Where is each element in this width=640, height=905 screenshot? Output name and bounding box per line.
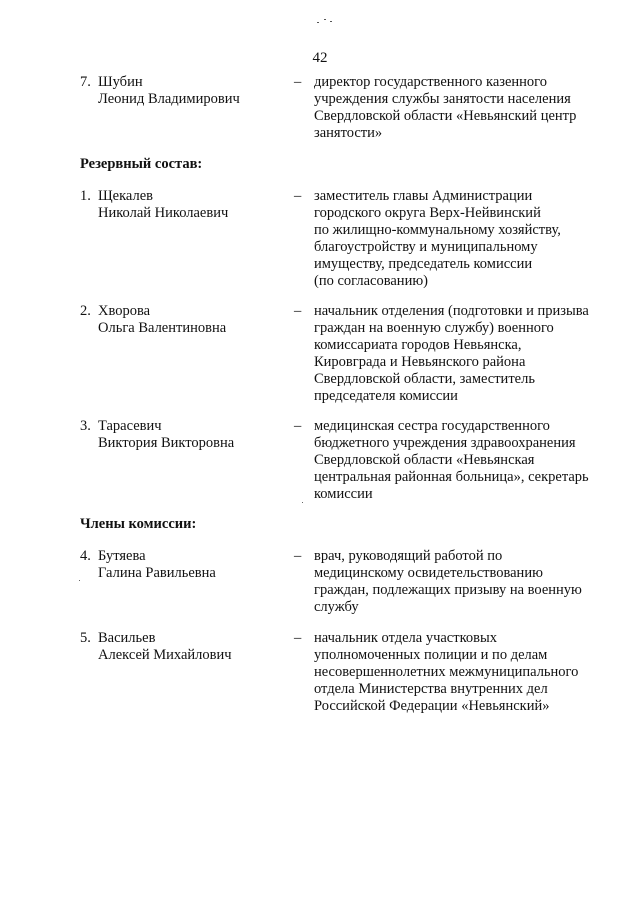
entry-number: 4. — [80, 548, 91, 564]
person-name: Бутяева Галина Равильевна — [98, 548, 216, 581]
scan-specks — [315, 18, 345, 26]
position-description: начальник отдела участковых уполномоченных полиции и по делам несовершеннолетних межмуниципального отдела Министерства внутренних дел Российской Федерации «Невьянский» — [314, 630, 579, 714]
person-name: Щекалев Николай Николаевич — [98, 188, 229, 221]
scan-speck — [302, 502, 303, 503]
entry-number: 7. — [80, 74, 91, 90]
position-description: медицинская сестра государственного бюджетного учреждения здравоохранения Свердловской области «Невьянская центральная районная больница», секретарь комиссии — [314, 418, 589, 502]
position-description: врач, руководящий работой по медицинскому освидетельствованию граждан, подлежащих призыву на военную службу — [314, 548, 582, 615]
entry-number: 5. — [80, 630, 91, 646]
scan-speck — [79, 580, 80, 581]
position-description: директор государственного казенного учреждения службы занятости населения Свердловской области «Невьянский центр занятости» — [314, 74, 577, 141]
section-heading-members: Члены комиссии: — [80, 516, 197, 532]
position-description: заместитель главы Администрации городского округа Верх-Нейвинский по жилищно-коммунальному хозяйству, благоустройству и муниципальному имуществу, председатель комиссии (по согласованию) — [314, 188, 561, 289]
position-description: начальник отделения (подготовки и призыва граждан на военную службу) военного комиссариата городов Невьянска, Кировграда и Невьянского района Свердловской области, заместитель председателя комиссии — [314, 303, 589, 404]
person-name: Васильев Алексей Михайлович — [98, 630, 232, 663]
entry-number: 2. — [80, 303, 91, 319]
section-heading-reserve: Резервный состав: — [80, 156, 203, 172]
dash-separator: – — [294, 74, 302, 90]
person-name: Хворова Ольга Валентиновна — [98, 303, 227, 336]
page-number: 42 — [312, 50, 328, 66]
dash-separator: – — [294, 303, 302, 319]
person-name: Тарасевич Виктория Викторовна — [98, 418, 235, 451]
entry-number: 1. — [80, 188, 91, 204]
dash-separator: – — [294, 418, 302, 434]
dash-separator: – — [294, 188, 302, 204]
dash-separator: – — [294, 630, 302, 646]
entry-number: 3. — [80, 418, 91, 434]
person-name: Шубин Леонид Владимирович — [98, 74, 240, 107]
dash-separator: – — [294, 548, 302, 564]
